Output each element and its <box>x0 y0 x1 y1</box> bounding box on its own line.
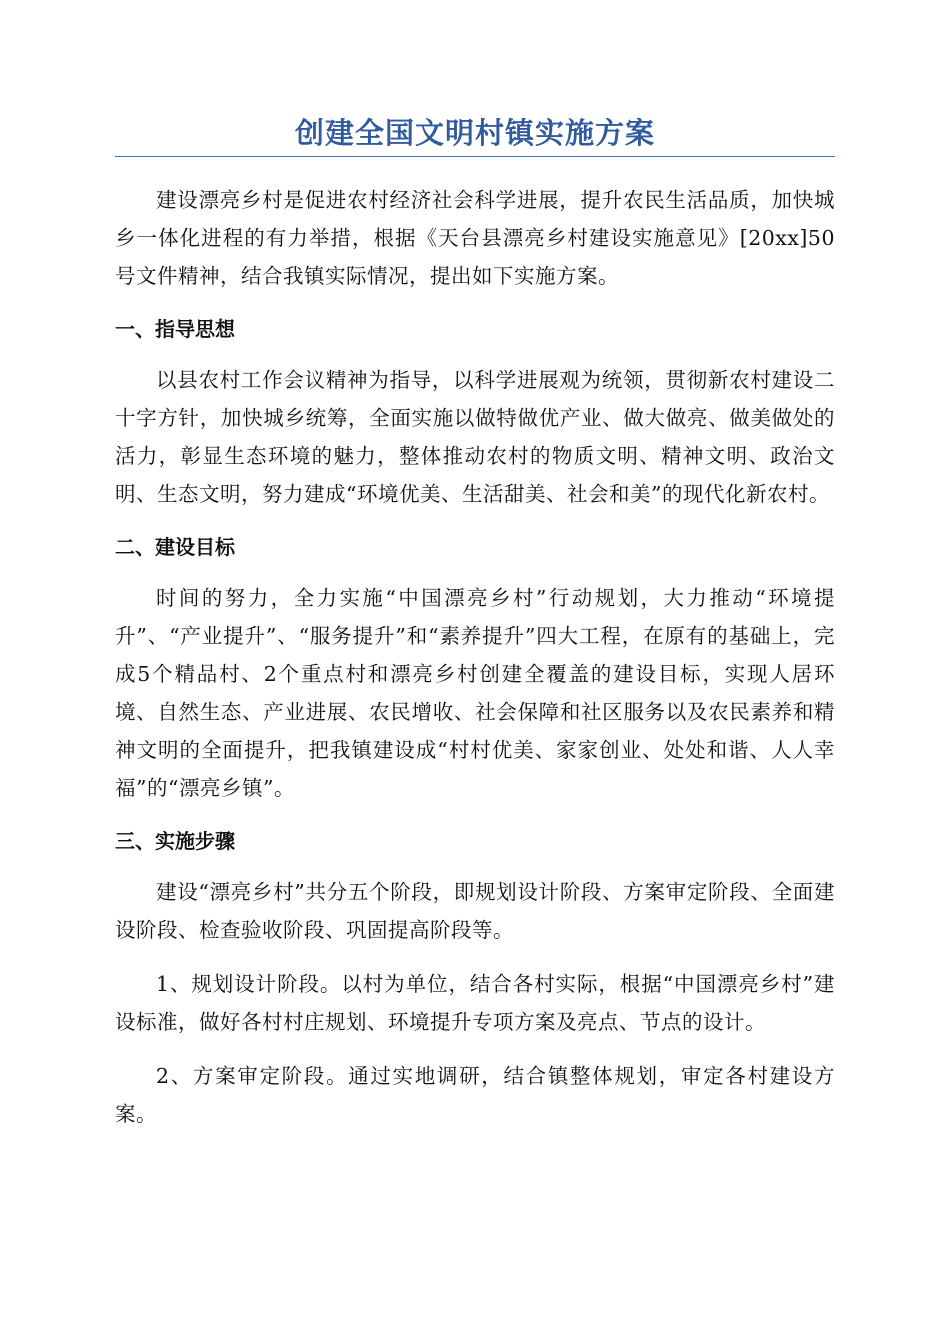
guiding-ideology-paragraph: 以县农村工作会议精神为指导，以科学进展观为统领，贯彻新农村建设二十字方针，加快城乡统筹，全面实施以做特做优产业、做大做亮、做美做处的活力，彰显生态环境的魅力，整体推动农村的物质文明、精神文明、政治文明、生态文明，努力建成“环境优美、生活甜美、社会和美”的现代化新农村。 <box>115 368 835 506</box>
construction-goals-paragraph: 时间的努力，全力实施“中国漂亮乡村”行动规划，大力推动“环境提升”、“产业提升”、“服务提升”和“素养提升”四大工程，在原有的基础上，完成5个精品村、2个重点村和漂亮乡村创建全覆盖的建设目标，实现人居环境、自然生态、产业进展、农民增收、社会保障和社区服务以及农民素养和精神文明的全面提升，把我镇建设成“村村优美、家家创业、处处和谐、人人幸福”的“漂亮乡镇”。 <box>115 586 835 800</box>
step-1-paragraph: 1、规划设计阶段。以村为单位，结合各村实际，根据“中国漂亮乡村”建设标准，做好各村村庄规划、环境提升专项方案及亮点、节点的设计。 <box>115 972 835 1034</box>
implementation-steps-paragraph: 建设“漂亮乡村”共分五个阶段，即规划设计阶段、方案审定阶段、全面建设阶段、检查验收阶段、巩固提高阶段等。 <box>115 880 835 942</box>
step-2-paragraph: 2、方案审定阶段。通过实地调研，结合镇整体规划，审定各村建设方案。 <box>115 1064 835 1126</box>
section-heading-implementation-steps: 三、实施步骤 <box>115 829 235 853</box>
document-title: 创建全国文明村镇实施方案 <box>294 116 655 150</box>
document-page <box>115 110 835 1149</box>
section-heading-construction-goals: 二、建设目标 <box>115 535 235 559</box>
title-underline <box>115 156 835 157</box>
intro-paragraph: 建设漂亮乡村是促进农村经济社会科学进展，提升农民生活品质，加快城乡一体化进程的有力举措，根据《天台县漂亮乡村建设实施意见》[20xx]50号文件精神，结合我镇实际情况，提出如下实施方案。 <box>115 188 835 288</box>
section-heading-guiding-ideology: 一、指导思想 <box>115 317 235 341</box>
